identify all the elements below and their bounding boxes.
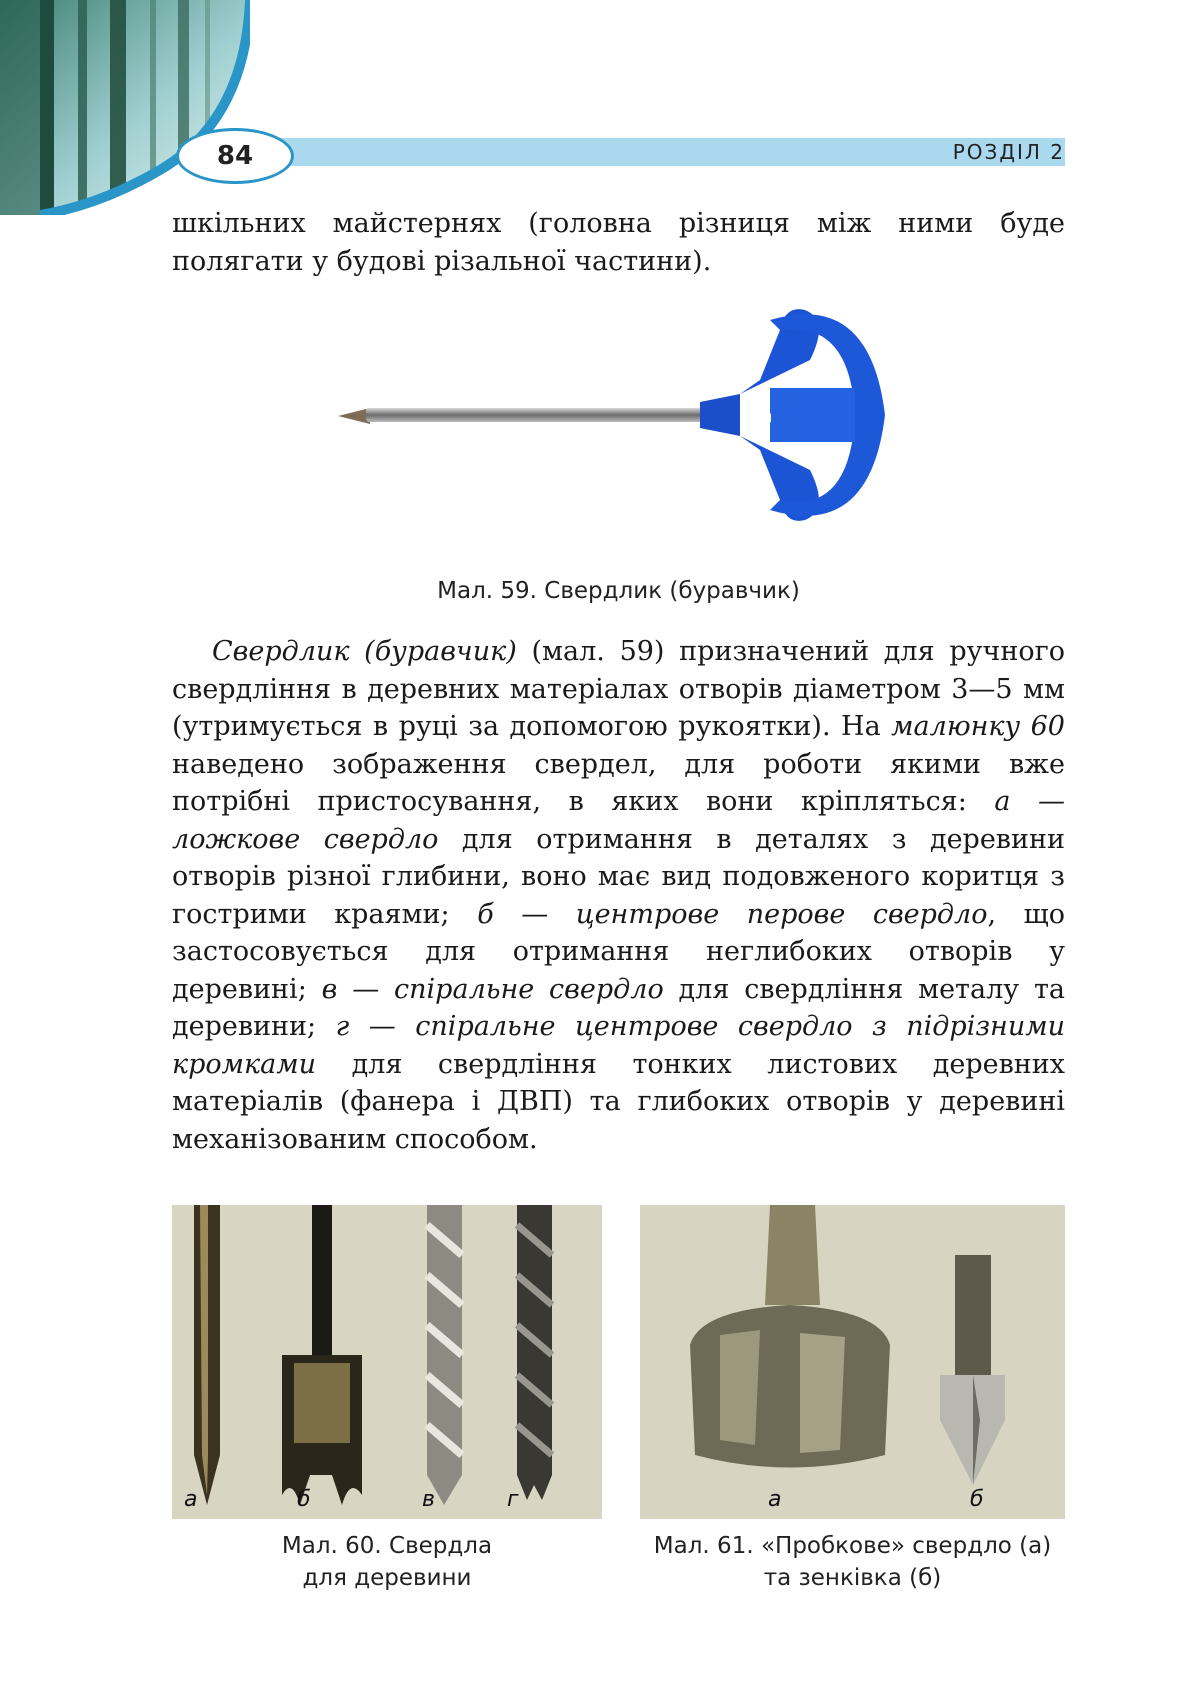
text-segment: для свердління тонких листових деревних матеріалів (фанера і ДВП) та глибоких отворів у деревині механізованим способом. [172, 1048, 1065, 1155]
handle-digit: 5 [753, 411, 774, 425]
figure60-caption-line2: для деревини [302, 1565, 472, 1591]
text-segment: наведено зображення свердел, для роботи якими вже потрібні пристосування, в яких вони кріпляться: [172, 748, 1065, 817]
term-spoon-bit: а — ложкове свердло [172, 786, 1065, 855]
figure61-caption-line2: та зенківка (б) [763, 1565, 942, 1591]
figure59-caption-text: Мал. 59. Свердлик (буравчик) [437, 578, 800, 604]
text-segment: , що застосовується для отримання неглибоких отворів у деревині; [172, 898, 1065, 1005]
intro-paragraph [172, 205, 1065, 280]
drill-bits-image [172, 1205, 602, 1519]
figure61-photo [640, 1205, 1065, 1519]
section-label: РОЗДІЛ 2 [952, 140, 1065, 164]
plug-cutter-image [640, 1205, 1065, 1519]
term-brad-point-bit: г — спіральне центрове свердло з підрізними кромками [172, 1011, 1066, 1080]
header-band [270, 138, 1065, 166]
label-a: а [768, 1487, 782, 1512]
figure59-caption [172, 575, 1065, 607]
text-segment: для отримання в деталях з деревини отворів різної глибини, воно має вид подовженого коритця з гострими краями; [172, 823, 1065, 930]
page-number: 84 [176, 128, 294, 184]
label-b: б [970, 1487, 984, 1512]
text-segment: (мал. 59) призначений для ручного свердління в деревних матеріалах отворів діаметром 3—5 мм (утримується в руці за допомогою рукоятки). На [172, 636, 1065, 742]
label-g: г [507, 1487, 519, 1512]
figure60-photo [172, 1205, 602, 1519]
forest-corner-image [0, 0, 250, 215]
figure-ref: малюнку 60 [891, 711, 1065, 742]
intro-text: шкільних майстернях (головна різниця між ними буде полягати у будові різальної частини). [172, 208, 1065, 277]
figure60-caption-line1: Мал. 60. Свердла [281, 1533, 493, 1559]
term-gimlet: Свердлик (буравчик) [212, 636, 517, 667]
main-paragraph [172, 633, 1065, 1158]
term-twist-bit: в — спіральне свердло [321, 973, 664, 1005]
gimlet-illustration [330, 300, 910, 560]
label-b: б [297, 1487, 311, 1512]
term-center-bit: б — центрове перове свердло [477, 898, 988, 930]
label-v: в [422, 1487, 435, 1512]
label-a: а [184, 1487, 198, 1512]
figure61-caption-line1: Мал. 61. «Пробкове» свердло (а) [653, 1533, 1052, 1559]
figure60-caption [172, 1530, 602, 1594]
text-segment: для свердління металу та деревини; [172, 973, 1065, 1042]
figure61-caption [620, 1530, 1085, 1594]
